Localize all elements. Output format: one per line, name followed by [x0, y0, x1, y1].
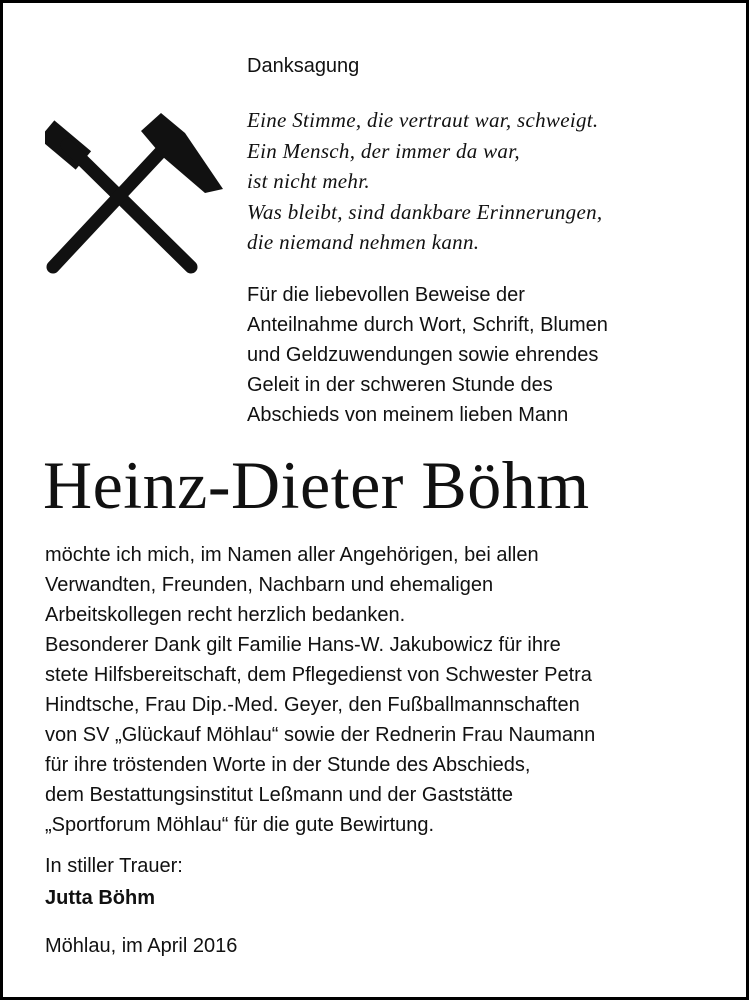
- notice-heading: Danksagung: [247, 55, 360, 77]
- intro-paragraph: [247, 280, 608, 430]
- poem-line: Eine Stimme, die vertraut war, schweigt.: [247, 108, 599, 132]
- thanks-line: möchte ich mich, im Namen aller Angehörigen, bei allen: [45, 544, 539, 566]
- signer-name: Jutta Böhm: [45, 887, 155, 909]
- thanks-line: Arbeitskollegen recht herzlich bedanken.: [45, 604, 406, 626]
- thanks-line: Verwandten, Freunden, Nachbarn und ehemaligen: [45, 574, 494, 596]
- closing-label: In stiller Trauer:: [45, 855, 183, 877]
- place-and-date: Möhlau, im April 2016: [45, 935, 238, 957]
- thanks-line: „Sportforum Möhlau“ für die gute Bewirtung.: [45, 814, 435, 836]
- thanks-line: Besonderer Dank gilt Familie Hans-W. Jakubowicz für ihre: [45, 634, 561, 656]
- thanks-paragraph: [45, 540, 595, 840]
- poem-line: ist nicht mehr.: [247, 169, 370, 193]
- intro-line: und Geldzuwendungen sowie ehrendes: [247, 344, 599, 366]
- thanks-line: dem Bestattungsinstitut Leßmann und der Gaststätte: [45, 784, 514, 806]
- intro-line: Anteilnahme durch Wort, Schrift, Blumen: [247, 314, 608, 336]
- poem-line: Was bleibt, sind dankbare Erinnerungen,: [247, 199, 603, 224]
- thanks-line: Hindtsche, Frau Dip.-Med. Geyer, den Fußballmannschaften: [45, 694, 580, 716]
- poem-line: die niemand nehmen kann.: [247, 230, 480, 254]
- intro-line: Für die liebevollen Beweise der: [247, 284, 525, 306]
- thanks-line: für ihre tröstenden Worte in der Stunde des Abschieds,: [45, 754, 531, 776]
- intro-line: Geleit in der schweren Stunde des: [247, 374, 553, 396]
- intro-line: Abschieds von meinem lieben Mann: [247, 404, 569, 426]
- hammer-and-pick-icon: [45, 113, 225, 275]
- poem-line: Ein Mensch, der immer da war,: [247, 138, 520, 163]
- deceased-name: Heinz-Dieter Böhm: [43, 447, 590, 523]
- thanks-line: von SV „Glückauf Möhlau“ sowie der Rednerin Frau Naumann: [45, 724, 596, 746]
- poem: [247, 105, 602, 258]
- thanks-line: stete Hilfsbereitschaft, dem Pflegedienst von Schwester Petra: [45, 664, 592, 686]
